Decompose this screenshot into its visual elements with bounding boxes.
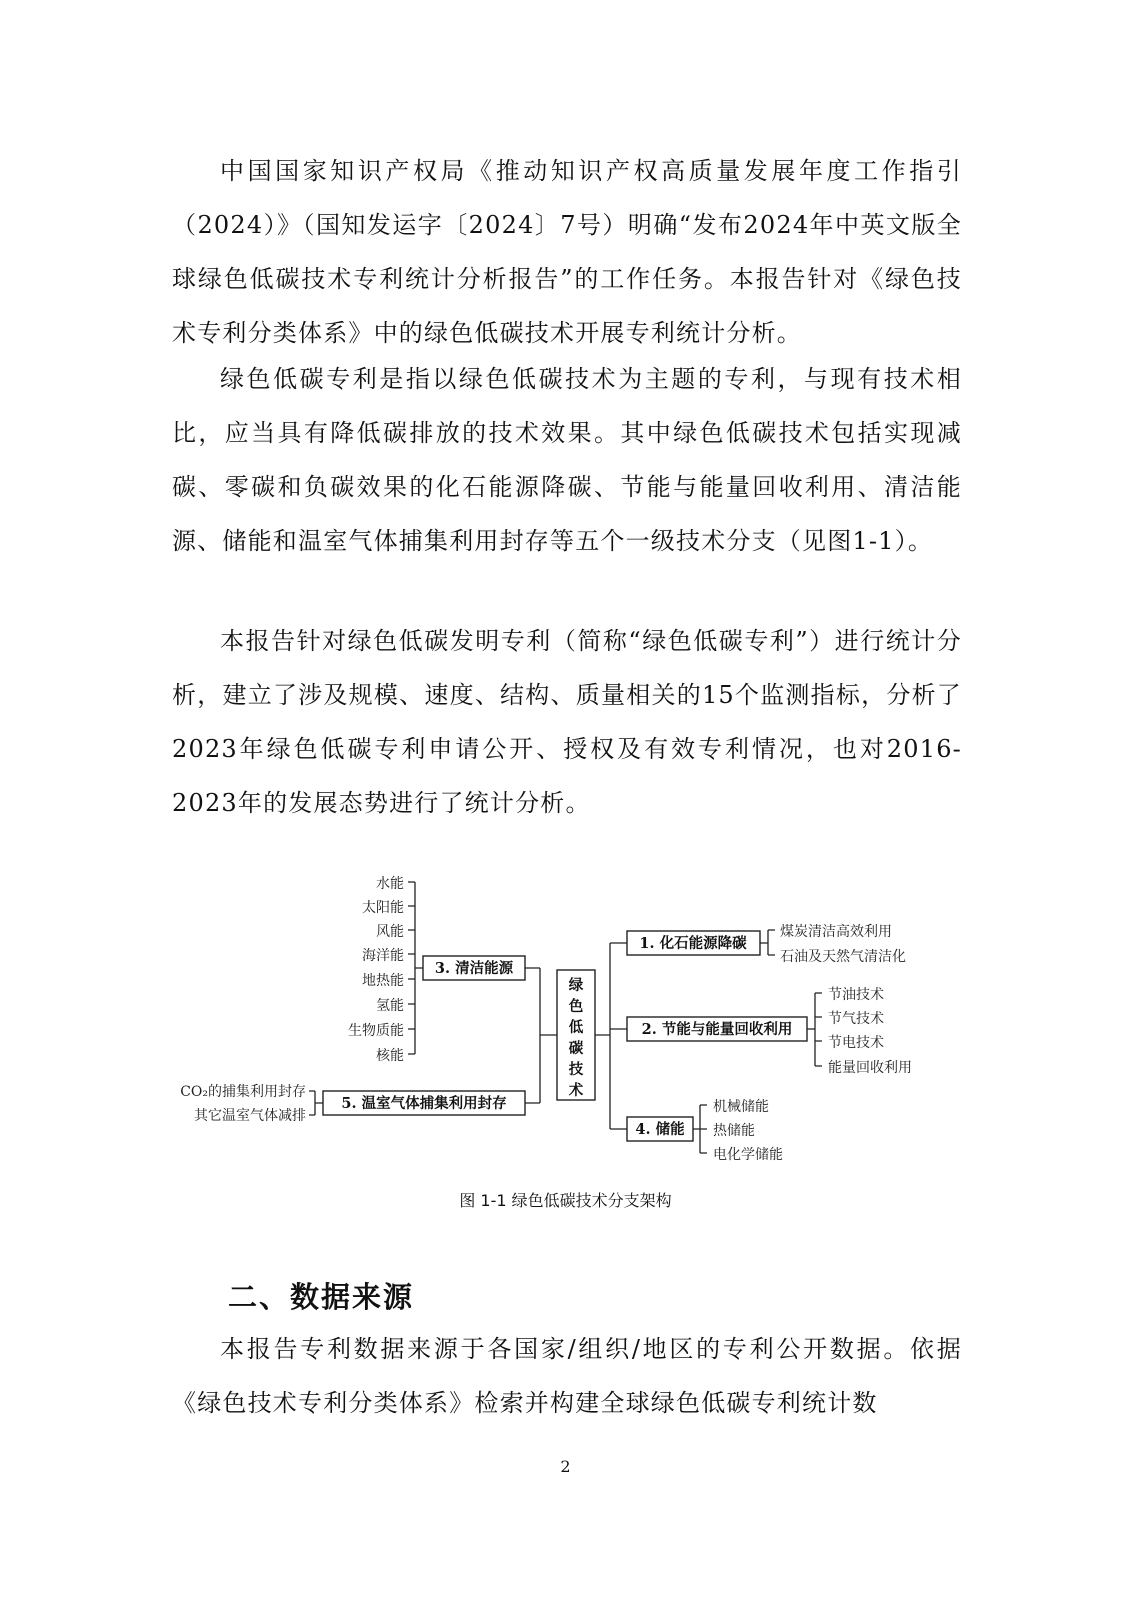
leaf-solar: 太阳能 xyxy=(362,900,404,916)
branch-label-energy-saving: 2. 节能与能量回收利用 xyxy=(641,1021,793,1038)
paragraph-scope: 本报告针对绿色低碳发明专利（简称“绿色低碳专利”）进行统计分析，建立了涉及规模、速度、结构、质量相关的15个监测指标，分析了2023年绿色低碳专利申请公开、授权及有效专利情况，也对2016-2023年的发展态势进行了统计分析。 xyxy=(172,627,962,817)
paragraph-data-source: 本报告专利数据来源于各国家/组织/地区的专利公开数据。依据《绿色技术专利分类体系》检索并构建全球绿色低碳专利统计数 xyxy=(172,1335,962,1417)
leaf-gas-saving: 节气技术 xyxy=(828,1011,884,1027)
leaf-other-ghg: 其它温室气体减排 xyxy=(194,1108,306,1124)
leaf-biomass: 生物质能 xyxy=(348,1023,404,1039)
center-char: 低 xyxy=(568,1019,584,1036)
branch-label-storage: 4. 储能 xyxy=(635,1121,685,1138)
leaf-wind: 风能 xyxy=(376,924,404,940)
clean-energy-connector xyxy=(408,882,423,1054)
paragraph-definition: 绿色低碳专利是指以绿色低碳技术为主题的专利，与现有技术相比，应当具有降低碳排放的技术效果。其中绿色低碳技术包括实现减碳、零碳和负碳效果的化石能源降碳、节能与能量回收利用、清洁能源、储能和温室气体捕集利用封存等五个一级技术分支（见图1-1）。 xyxy=(172,365,962,555)
leaf-oil-gas: 石油及天然气清洁化 xyxy=(780,949,906,965)
leaf-oil-saving: 节油技术 xyxy=(828,987,884,1003)
center-char: 绿 xyxy=(568,977,584,994)
center-left-connector xyxy=(525,968,557,1103)
paragraph-intro: 中国国家知识产权局《推动知识产权高质量发展年度工作指引（2024）》（国知发运字〔2024〕7号）明确“发布2024年中英文版全球绿色低碳技术专利统计分析报告”的工作任务。本报告针对《绿色技术专利分类体系》中的绿色低碳技术开展专利统计分析。 xyxy=(172,157,962,347)
branch-label-clean-energy: 3. 清洁能源 xyxy=(434,960,514,977)
fossil-connector xyxy=(760,930,775,955)
leaf-power-saving: 节电技术 xyxy=(828,1035,884,1051)
energy-saving-connector xyxy=(807,993,822,1066)
leaf-hydro: 水能 xyxy=(376,876,404,892)
figure-caption: 图 1-1 绿色低碳技术分支架构 xyxy=(459,1191,672,1210)
leaf-co2-capture: CO₂的捕集利用封存 xyxy=(180,1084,306,1100)
ghg-connector xyxy=(309,1091,323,1115)
leaf-electrochemical-storage: 电化学储能 xyxy=(713,1147,783,1163)
leaf-hydrogen: 氢能 xyxy=(376,998,404,1014)
branch-label-ghg-capture: 5. 温室气体捕集利用封存 xyxy=(341,1095,507,1112)
leaf-coal: 煤炭清洁高效利用 xyxy=(780,924,892,940)
center-char: 色 xyxy=(568,998,584,1015)
page-number: 2 xyxy=(560,1457,571,1476)
center-char: 术 xyxy=(568,1082,584,1099)
leaf-energy-recovery: 能量回收利用 xyxy=(828,1060,912,1076)
leaf-nuclear: 核能 xyxy=(376,1048,404,1064)
leaf-geothermal: 地热能 xyxy=(362,973,404,989)
branch-label-fossil: 1. 化石能源降碳 xyxy=(639,935,747,952)
center-char: 技 xyxy=(568,1061,584,1078)
storage-connector xyxy=(693,1105,707,1153)
section-heading: 二、数据来源 xyxy=(228,1280,415,1314)
center-right-connector xyxy=(595,943,627,1129)
leaf-mechanical-storage: 机械储能 xyxy=(713,1099,769,1115)
leaf-thermal-storage: 热储能 xyxy=(713,1123,755,1139)
center-char: 碳 xyxy=(568,1040,584,1057)
leaf-ocean: 海洋能 xyxy=(362,948,404,964)
